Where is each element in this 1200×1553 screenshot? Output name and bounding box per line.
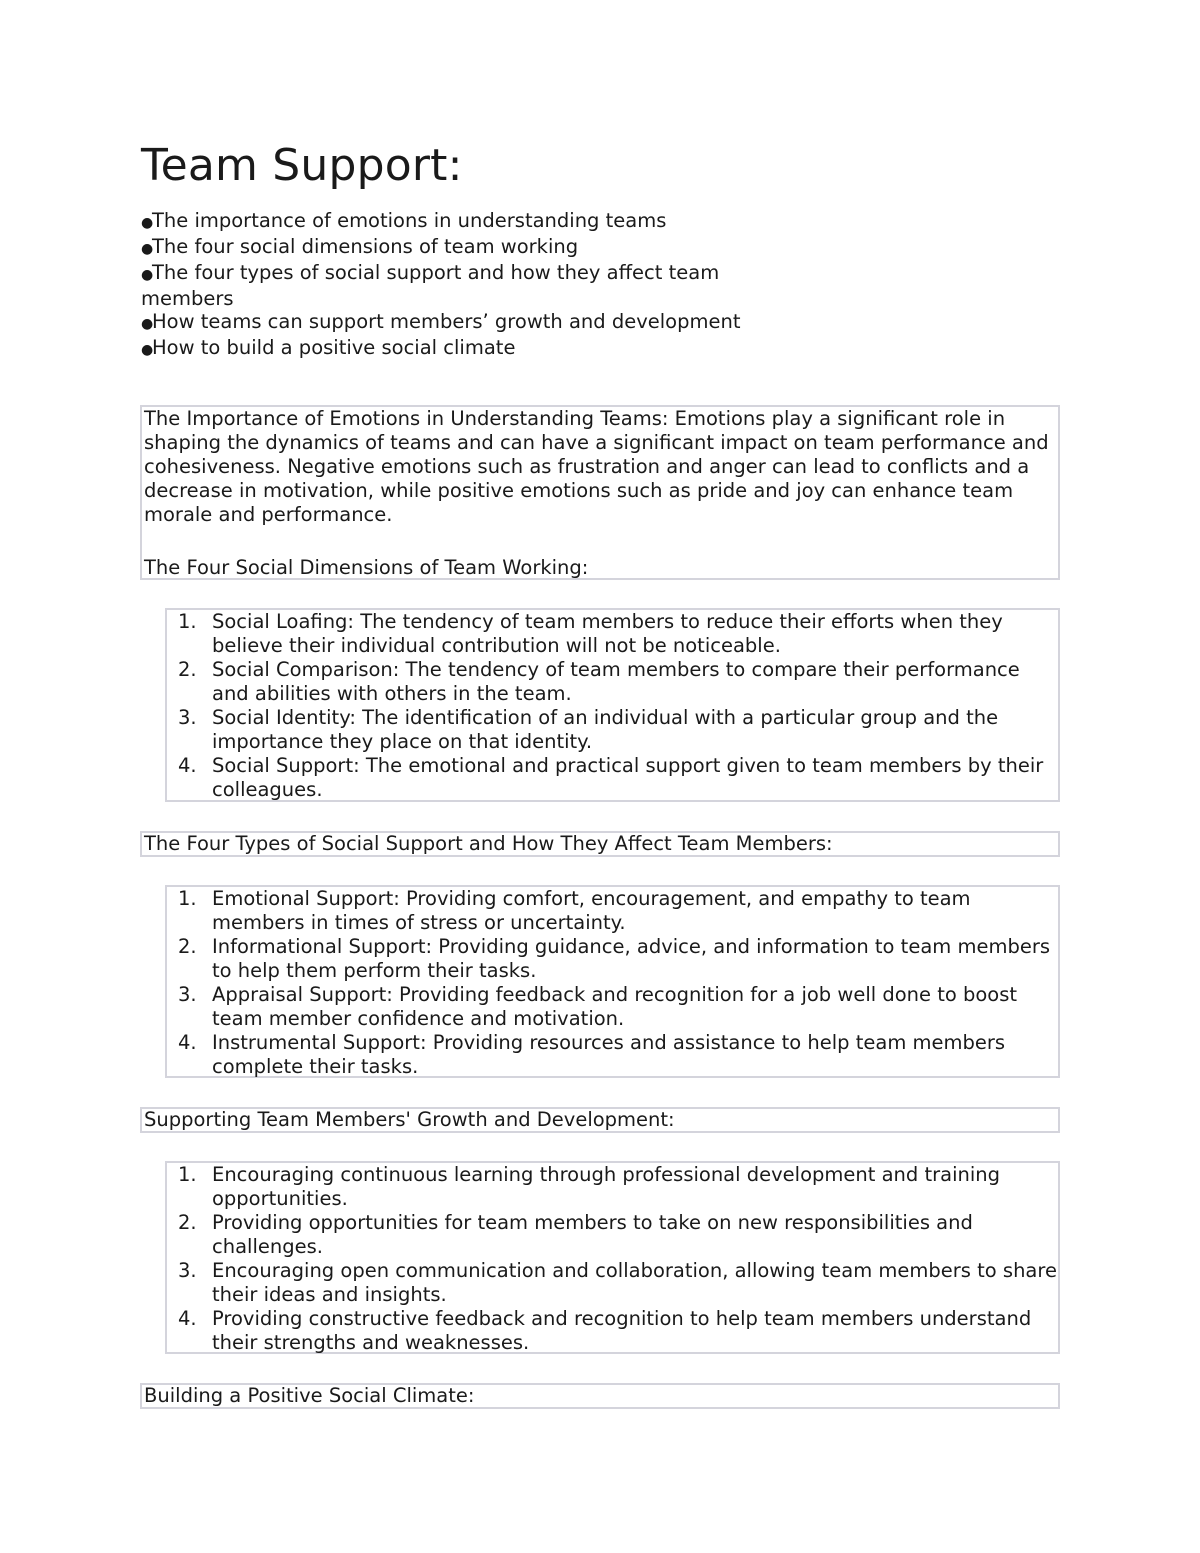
list-item bbox=[167, 658, 1058, 706]
emotions-paragraph: The Importance of Emotions in Understanding Teams: Emotions play a significant role in shaping the dynamics of teams and can have a significant impact on team performance and cohesiveness. Negative emotions such as frustration and anger can lead to conflicts and a decrease in motivation, while positive emotions such as pride and joy can enhance team morale and performance. bbox=[144, 407, 1049, 526]
list-item bbox=[167, 1211, 1058, 1259]
bullet-dot-icon: ● bbox=[141, 241, 154, 257]
list-item bbox=[167, 1163, 1058, 1211]
topic-bullet-list bbox=[141, 209, 761, 362]
dimensions-list bbox=[167, 610, 1058, 802]
list-item bbox=[167, 1307, 1058, 1355]
list-number: 3. bbox=[178, 1259, 197, 1282]
list-number: 3. bbox=[178, 706, 197, 729]
list-number: 2. bbox=[178, 935, 197, 958]
list-number: 3. bbox=[178, 983, 197, 1006]
list-text: Emotional Support: Providing comfort, encouragement, and empathy to team members in times of stress or uncertainty. bbox=[212, 887, 971, 934]
list-item bbox=[167, 706, 1058, 754]
bullet-dot-icon: ● bbox=[141, 316, 154, 332]
list-text: Social Loafing: The tendency of team members to reduce their efforts when they believe their individual contribution will not be noticeable. bbox=[212, 610, 1003, 657]
emotions-section-box bbox=[140, 405, 1060, 580]
list-text: Social Support: The emotional and practical support given to team members by their colleagues. bbox=[212, 754, 1044, 801]
list-text: Encouraging open communication and collaboration, allowing team members to share their ideas and insights. bbox=[212, 1259, 1057, 1306]
dimensions-list-box bbox=[165, 608, 1060, 802]
list-text: Encouraging continuous learning through professional development and training opportunities. bbox=[212, 1163, 1001, 1210]
growth-list-box bbox=[165, 1161, 1060, 1354]
list-text: Providing opportunities for team members to take on new responsibilities and challenges. bbox=[212, 1211, 973, 1258]
list-text: Informational Support: Providing guidance, advice, and information to team members to help them perform their tasks. bbox=[212, 935, 1051, 982]
support-types-heading: The Four Types of Social Support and How They Affect Team Members: bbox=[144, 832, 833, 855]
list-text: Instrumental Support: Providing resources and assistance to help team members complete their tasks. bbox=[212, 1031, 1006, 1078]
bullet-text: The four types of social support and how they affect team members bbox=[141, 261, 720, 310]
list-number: 1. bbox=[178, 1163, 197, 1186]
paragraph-spacer bbox=[144, 527, 1056, 556]
list-item bbox=[167, 887, 1058, 935]
growth-heading: Supporting Team Members' Growth and Development: bbox=[144, 1108, 675, 1131]
page-title: Team Support: bbox=[141, 140, 463, 191]
bullet-item bbox=[141, 209, 761, 235]
support-types-heading-box bbox=[140, 831, 1060, 857]
bullet-text: How to build a positive social climate bbox=[152, 336, 516, 359]
bullet-item bbox=[141, 235, 761, 261]
bullet-dot-icon: ● bbox=[141, 215, 154, 231]
dimensions-heading: The Four Social Dimensions of Team Working: bbox=[144, 556, 589, 579]
support-types-list bbox=[167, 887, 1058, 1079]
bullet-text: The four social dimensions of team working bbox=[152, 235, 579, 258]
list-text: Social Comparison: The tendency of team members to compare their performance and abilities with others in the team. bbox=[212, 658, 1020, 705]
list-item bbox=[167, 1259, 1058, 1307]
list-number: 2. bbox=[178, 658, 197, 681]
list-number: 4. bbox=[178, 1307, 197, 1330]
list-text: Providing constructive feedback and recognition to help team members understand their strengths and weaknesses. bbox=[212, 1307, 1032, 1354]
list-item bbox=[167, 983, 1058, 1031]
bullet-item bbox=[141, 261, 761, 310]
list-item bbox=[167, 1031, 1058, 1079]
list-number: 4. bbox=[178, 1031, 197, 1054]
list-item bbox=[167, 935, 1058, 983]
list-text: Social Identity: The identification of an individual with a particular group and the importance they place on that identity. bbox=[212, 706, 999, 753]
bullet-item bbox=[141, 336, 761, 362]
bullet-dot-icon: ● bbox=[141, 342, 154, 358]
support-types-list-box bbox=[165, 885, 1060, 1078]
list-number: 4. bbox=[178, 754, 197, 777]
bullet-item bbox=[141, 310, 761, 336]
list-number: 1. bbox=[178, 887, 197, 910]
bullet-text: The importance of emotions in understanding teams bbox=[152, 209, 667, 232]
bullet-text: How teams can support members’ growth and development bbox=[152, 310, 741, 333]
climate-heading-box bbox=[140, 1383, 1060, 1409]
list-text: Appraisal Support: Providing feedback and recognition for a job well done to boost team member confidence and motivation. bbox=[212, 983, 1018, 1030]
bullet-dot-icon: ● bbox=[141, 267, 154, 283]
climate-heading: Building a Positive Social Climate: bbox=[144, 1384, 475, 1407]
list-number: 2. bbox=[178, 1211, 197, 1234]
growth-list bbox=[167, 1163, 1058, 1355]
growth-heading-box bbox=[140, 1107, 1060, 1133]
list-number: 1. bbox=[178, 610, 197, 633]
list-item bbox=[167, 610, 1058, 658]
list-item bbox=[167, 754, 1058, 802]
